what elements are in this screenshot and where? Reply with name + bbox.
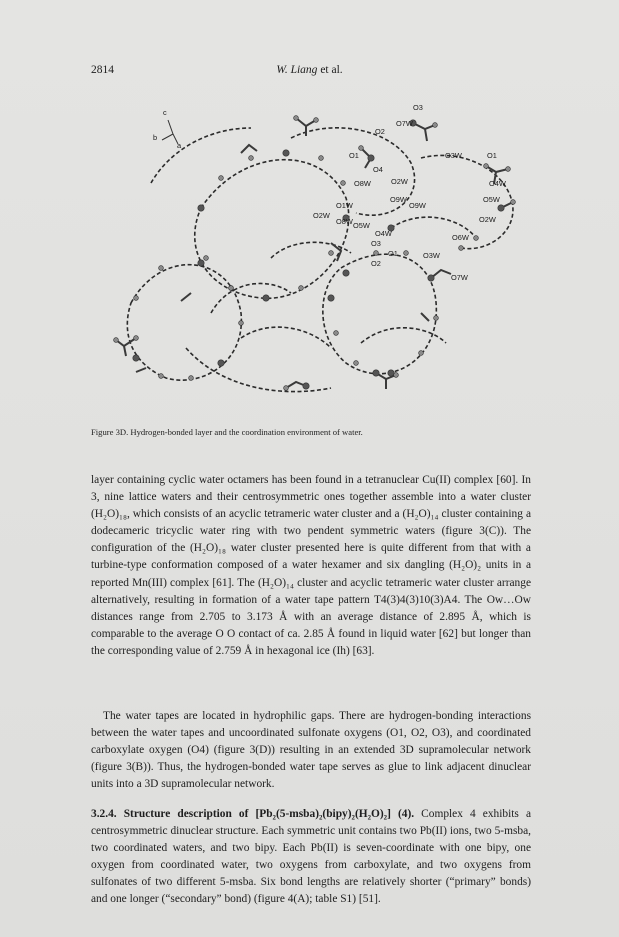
atom-label: O8W xyxy=(354,179,371,188)
atom xyxy=(249,156,254,161)
atom xyxy=(419,351,424,356)
page-number: 2814 xyxy=(91,64,114,76)
covalent-fragment xyxy=(413,123,435,141)
atom xyxy=(341,181,346,186)
section-text: Complex 4 exhibits a centrosymmetric dinuclear structure. Each symmetric unit contains two Pb(II) ions, two 5-msba, two coordinated waters, and two bipy. Each Pb(II) is seven-coordinate with one bipy, one oxygen from coordinated water, two oxygens from carboxylate, and two oxygens from sulfonates of two different 5-msba. Six bond lengths are relatively shorter (“primary” bonds) and one longer (“secondary” bond) (figure 4(A); table S1) [51]. xyxy=(91,808,531,906)
atom-label: O1 xyxy=(487,151,497,160)
atom-label: O5W xyxy=(483,195,500,204)
atom-label: O2W xyxy=(313,211,330,220)
atom xyxy=(159,374,164,379)
atom-label: O2 xyxy=(375,127,385,136)
atom-label: O3W xyxy=(423,251,440,260)
atom-label: O3W xyxy=(445,151,462,160)
atom-label: O9W xyxy=(409,201,426,210)
atom xyxy=(511,200,516,205)
authors-italic: W. Liang xyxy=(276,64,318,76)
atom xyxy=(229,286,234,291)
covalent-fragment xyxy=(116,338,136,356)
atom-label: O6W xyxy=(452,233,469,242)
atom xyxy=(394,373,399,378)
atom-label: O2 xyxy=(371,259,381,268)
atom xyxy=(374,251,379,256)
atom xyxy=(263,295,269,301)
atom-label: O2W xyxy=(479,215,496,224)
h-bond-chain xyxy=(195,160,349,299)
atom-labels xyxy=(313,103,506,282)
atom-label: O7W xyxy=(396,119,413,128)
atom xyxy=(159,266,164,271)
section-3-2-4 xyxy=(91,806,531,909)
atom xyxy=(283,150,289,156)
atom xyxy=(239,321,244,326)
atom-label: O7W xyxy=(451,273,468,282)
atom-label: O4W xyxy=(489,179,506,188)
atom xyxy=(474,236,479,241)
paragraph-2-text: The water tapes are located in hydrophilic gaps. There are hydrogen-bonding interactions between the water tapes and uncoordinated sulfonate oxygens (O1, O2, O3), and coordinated carboxylate oxygen (O4) (figure 3(D)) resulting in an extended 3D supramolecular network (figure 3(B)). Thus, the hydrogen-bonded water tape serves as glue to link adjacent dinuclear units into a 3D supramolecular network. xyxy=(91,710,531,791)
atom xyxy=(343,270,349,276)
axis-a-label: a xyxy=(177,141,182,150)
atom xyxy=(484,164,489,169)
axis-indicator xyxy=(153,108,182,150)
atom xyxy=(319,156,324,161)
atom xyxy=(328,295,334,301)
h-bond-chain xyxy=(241,327,331,348)
atom xyxy=(198,260,204,266)
atom xyxy=(294,116,299,121)
atom-label: O2W xyxy=(391,177,408,186)
atom-label: O4W xyxy=(375,229,392,238)
covalent-fragment xyxy=(181,293,191,301)
paragraph-1 xyxy=(91,472,531,660)
atom xyxy=(359,146,364,151)
axis-b-label: b xyxy=(153,133,158,142)
atom xyxy=(198,205,204,211)
atom xyxy=(498,205,504,211)
atom-label: O1W xyxy=(336,201,353,210)
hydrogen-bonds xyxy=(127,128,513,392)
atom xyxy=(354,361,359,366)
atom xyxy=(433,123,438,128)
atom xyxy=(373,370,379,376)
atom xyxy=(388,370,394,376)
atom xyxy=(404,251,409,256)
section-heading: 3.2.4. Structure description of [Pb₂(5-msba)₂(bipy)₂(H₂O)₂] (4). xyxy=(91,808,415,820)
atom xyxy=(114,338,119,343)
covalent-fragment xyxy=(136,368,146,372)
atom xyxy=(334,331,339,336)
atom xyxy=(219,176,224,181)
atom xyxy=(368,155,374,161)
atom-label: O3 xyxy=(413,103,423,112)
atom-label: O4 xyxy=(373,165,383,174)
covalent-fragment xyxy=(421,313,429,321)
atom xyxy=(134,296,139,301)
atom xyxy=(459,246,464,251)
atom xyxy=(284,386,289,391)
atom-label: O1 xyxy=(388,249,398,258)
atom xyxy=(133,355,139,361)
atom xyxy=(428,275,434,281)
atom-label: O8W xyxy=(336,217,353,226)
atom xyxy=(189,376,194,381)
atom xyxy=(314,118,319,123)
atom xyxy=(434,316,439,321)
atom-label: O9W xyxy=(390,195,407,204)
h-bond-chain xyxy=(323,254,437,374)
atom xyxy=(329,251,334,256)
axis-c-label: c xyxy=(163,108,167,117)
covalent-fragment xyxy=(296,118,316,136)
atom xyxy=(204,256,209,261)
covalent-fragment xyxy=(241,145,257,153)
figure-caption: Figure 3D. Hydrogen-bonded layer and the coordination environment of water. xyxy=(91,427,363,437)
paragraph-1-text: layer containing cyclic water octamers has been found in a tetranuclear Cu(II) complex [60]. In 3, nine lattice waters and their centrosymmetric ones together assemble into a water cluster (H₂O)₁₈, which consists of an acyclic tetrameric water cluster and a (H₂O)₁₄ cluster containing a dodecameric tricyclic water ring with two pendent symmetric waters (figure 3(C)). The configuration of the (H₂O)₁₈ water cluster presented here is quite different from that with a turbine-type conformation composed of a water hexamer and six dangling (H₂O)₂ units in a reported Mn(III) complex [61]. The (H₂O)₁₄ cluster and acyclic tetrameric water cluster arrange alternatively, resulting in formation of a water tape pattern T4(3)4(3)10(3)A4. The Ow…Ow distances range from 2.705 to 3.173 Å with an average distance of 2.895 Å, which is comparable to the average O O contact of ca. 2.85 Å found in liquid water [62] but longer than the corresponding value of 2.759 Å in hexagonal ice (Ih) [63]. xyxy=(91,474,531,657)
atom xyxy=(218,360,224,366)
paragraph-2 xyxy=(91,708,531,793)
atom-label: O1 xyxy=(349,151,359,160)
atom xyxy=(506,167,511,172)
hydrogen-bond-network-diagram xyxy=(91,88,531,413)
atom-label: O3 xyxy=(371,239,381,248)
figure-3d xyxy=(91,88,531,413)
atom xyxy=(299,286,304,291)
atom xyxy=(303,383,309,389)
atom xyxy=(134,336,139,341)
running-header-authors xyxy=(0,64,619,76)
authors-rest: et al. xyxy=(317,64,343,76)
h-bond-chain xyxy=(211,283,291,313)
atom-label: O5W xyxy=(353,221,370,230)
